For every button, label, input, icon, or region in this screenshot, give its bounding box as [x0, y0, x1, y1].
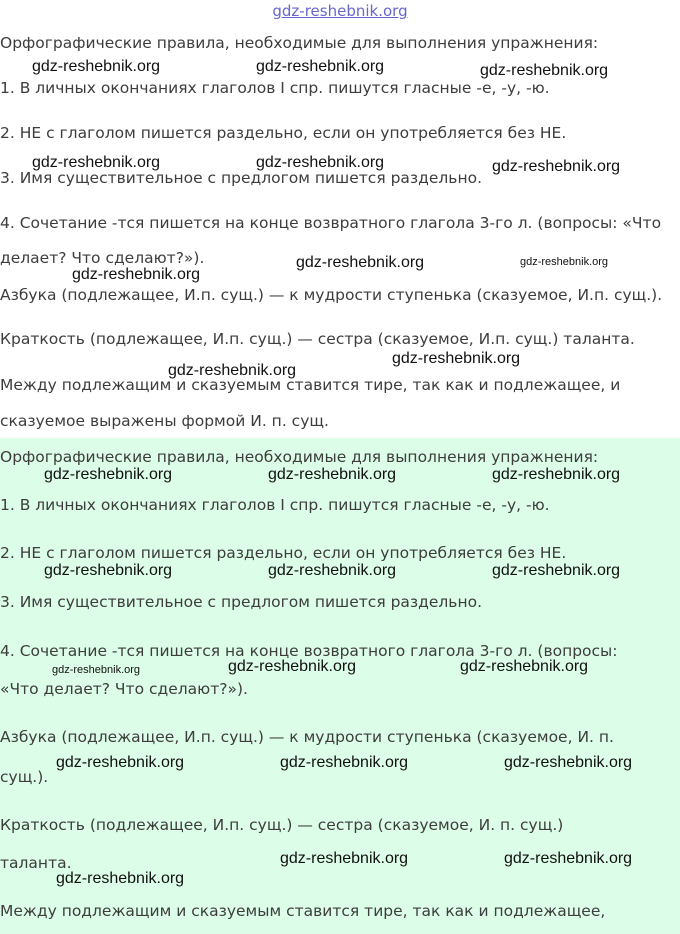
text-line: Между подлежащим и сказуемым ставится тире, так как и подлежащее, и [0, 376, 621, 394]
text-line: сущ.). [0, 768, 49, 786]
watermark: gdz-reshebnik.org [504, 850, 633, 867]
text-line: «Что делает? Что сделают?»). [0, 680, 248, 698]
text-line: делает? Что сделают?»). [0, 249, 205, 267]
text-line: Между подлежащим и сказуемым ставится тире, так как и подлежащее, [0, 902, 606, 920]
watermark: gdz-reshebnik.org [52, 664, 141, 676]
watermark: gdz-reshebnik.org [44, 562, 173, 579]
watermark: gdz-reshebnik.org [268, 562, 397, 579]
watermark: gdz-reshebnik.org [168, 362, 297, 379]
text-line: Азбука (подлежащее, И.п. сущ.) — к мудрости ступенька (сказуемое, И. п. [0, 728, 614, 746]
watermark: gdz-reshebnik.org [256, 58, 385, 75]
text-line: 2. НЕ с глаголом пишется раздельно, если он употребляется без НЕ. [0, 544, 567, 562]
watermark: gdz-reshebnik.org [256, 154, 385, 171]
text-line: Краткость (подлежащее, И.п. сущ.) — сестра (сказуемое, И. п. сущ.) [0, 816, 564, 834]
watermark: gdz-reshebnik.org [492, 158, 621, 175]
text-line: 1. В личных окончаниях глаголов I спр. пишутся гласные -е, -у, -ю. [0, 496, 550, 514]
watermark: gdz-reshebnik.org [268, 466, 397, 483]
text-line: Краткость (подлежащее, И.п. сущ.) — сестра (сказуемое, И.п. сущ.) таланта. [0, 330, 635, 348]
watermark: gdz-reshebnik.org [44, 466, 173, 483]
watermark: gdz-reshebnik.org [480, 62, 609, 79]
watermark: gdz-reshebnik.org [56, 870, 185, 887]
text-line: 4. Сочетание -тся пишется на конце возвратного глагола 3-го л. (вопросы: «Что [0, 214, 662, 232]
text-line: 4. Сочетание -тся пишется на конце возвратного глагола 3-го л. (вопросы: [0, 642, 618, 660]
text-line: Орфографические правила, необходимые для выполнения упражнения: [0, 448, 599, 466]
watermark: gdz-reshebnik.org [504, 754, 633, 771]
text-line: Азбука (подлежащее, И.п. сущ.) — к мудрости ступенька (сказуемое, И.п. сущ.). [0, 286, 663, 304]
text-line: 3. Имя существительное с предлогом пишется раздельно. [0, 169, 482, 187]
text-line: сказуемое выражены формой И. п. сущ. [0, 412, 329, 430]
watermark: gdz-reshebnik.org [228, 658, 357, 675]
text-line: 1. В личных окончаниях глаголов I спр. пишутся гласные -е, -у, -ю. [0, 79, 550, 97]
site-header-link[interactable]: gdz-reshebnik.org [272, 2, 408, 20]
text-line: Орфографические правила, необходимые для выполнения упражнения: [0, 34, 599, 52]
watermark: gdz-reshebnik.org [520, 256, 609, 268]
watermark: gdz-reshebnik.org [280, 850, 409, 867]
answer-block-plain [0, 30, 680, 438]
watermark: gdz-reshebnik.org [72, 266, 201, 283]
watermark: gdz-reshebnik.org [32, 58, 161, 75]
watermark: gdz-reshebnik.org [460, 658, 589, 675]
watermark: gdz-reshebnik.org [32, 154, 161, 171]
watermark: gdz-reshebnik.org [296, 254, 425, 271]
text-line: 3. Имя существительное с предлогом пишется раздельно. [0, 593, 482, 611]
watermark: gdz-reshebnik.org [492, 562, 621, 579]
watermark: gdz-reshebnik.org [392, 350, 521, 367]
text-line: таланта. [0, 854, 72, 872]
text-line: 2. НЕ с глаголом пишется раздельно, если он употребляется без НЕ. [0, 124, 567, 142]
watermark: gdz-reshebnik.org [280, 754, 409, 771]
watermark: gdz-reshebnik.org [56, 754, 185, 771]
watermark: gdz-reshebnik.org [492, 466, 621, 483]
